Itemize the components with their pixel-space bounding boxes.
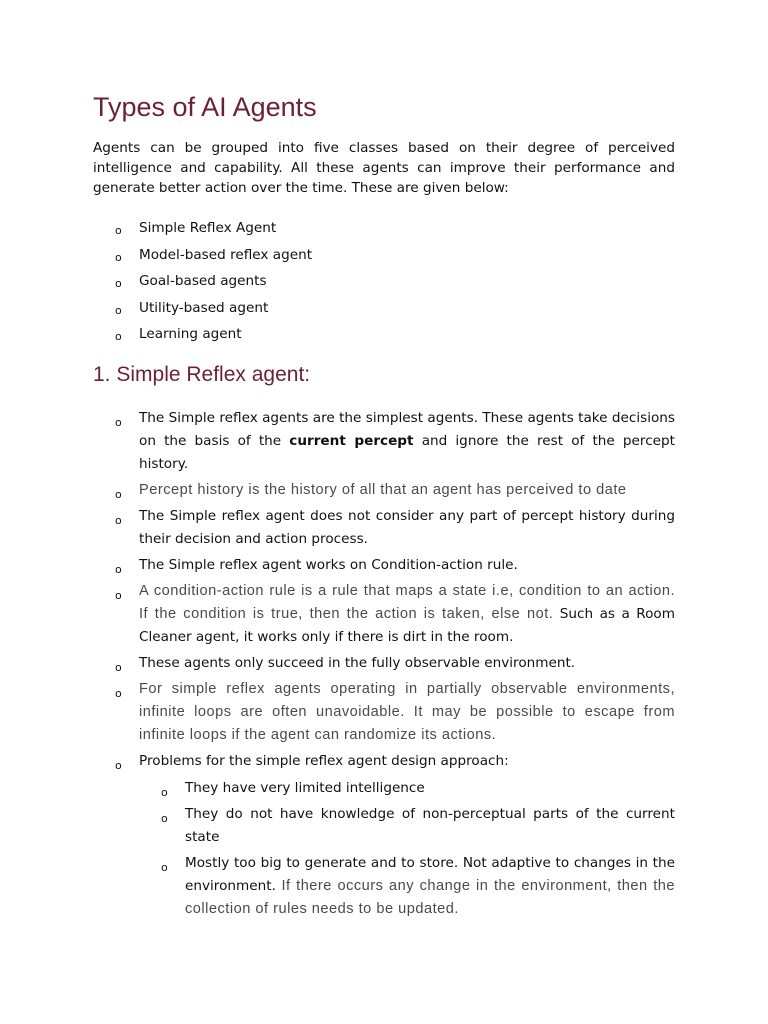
list-item: o They do not have knowledge of non-perceptual parts of the current state: [161, 806, 675, 845]
bullet-icon: o: [115, 303, 122, 317]
bullet-icon: o: [115, 330, 122, 343]
agent-types-list: [93, 218, 675, 351]
bold-term: current percept: [289, 433, 414, 449]
bullet-icon: o: [115, 759, 122, 772]
problems-sublist: [139, 777, 675, 921]
list-item: o A condition-action rule is a rule that maps a state i.e, condition to an action. If the condition is true, then the action is taken, else not. Such as a Room Cleaner agent, it works only if there is dirt in the room.: [115, 583, 675, 645]
bullet-icon: o: [115, 416, 122, 429]
list-item: o The Simple reflex agent does not consider any part of percept history during their decision and action process.: [115, 508, 675, 547]
bullet-icon: o: [115, 589, 122, 602]
bullet-icon: o: [115, 687, 122, 700]
list-item: o The Simple reflex agent works on Condition-action rule.: [93, 554, 675, 577]
bullet-icon: o: [115, 224, 122, 237]
section-heading: 1. Simple Reflex agent:: [93, 363, 311, 386]
list-item: o Learning agent: [93, 324, 675, 351]
bullet-icon: o: [161, 861, 168, 874]
list-item: o The Simple reflex agents are the simplest agents. These agents take decisions on the basis of the current percept and ignore the rest of the percept history.: [115, 410, 675, 472]
bullet-icon: o: [161, 812, 168, 825]
list-item: o These agents only succeed in the fully observable environment.: [93, 652, 675, 675]
list-item: o Problems for the simple reflex agent design approach: o They have very limited intelligence o They do not have knowledge of non-perceptual parts of the current state o Mostly too big to generate and to store. Not adaptive to changes in the environment. If there occurs any change in the environment, then the collection of rules needs to be updated.: [93, 750, 675, 921]
list-item: o Percept history is the history of all that an agent has perceived to date: [93, 479, 675, 502]
list-item: o Simple Reflex Agent: [93, 218, 675, 245]
list-item: o Utility-based agent: [93, 298, 675, 325]
bullet-icon: o: [115, 661, 122, 674]
simple-reflex-points-list: [93, 407, 675, 924]
list-item: o Model-based reflex agent: [93, 245, 675, 272]
bullet-icon: o: [115, 277, 122, 290]
bullet-icon: o: [115, 563, 122, 576]
list-item: o They have very limited intelligence: [139, 777, 675, 800]
list-item: o Goal-based agents: [93, 271, 675, 298]
bullet-icon: o: [115, 250, 122, 264]
page-title: Types of AI Agents: [93, 92, 317, 122]
bullet-icon: o: [115, 514, 122, 527]
bullet-icon: o: [115, 488, 122, 501]
bullet-icon: o: [161, 786, 168, 799]
intro-paragraph: Agents can be grouped into five classes based on their degree of perceived intelligence and capability. All these agents can improve their performance and generate better action over the time. These are given below:: [93, 140, 675, 196]
list-item: o For simple reflex agents operating in partially observable environments, infinite loops are often unavoidable. It may be possible to escape from infinite loops if the agent can randomize its actions.: [115, 681, 675, 743]
list-item: o Mostly too big to generate and to store. Not adaptive to changes in the environment. If there occurs any change in the environment, then the collection of rules needs to be updated.: [161, 855, 675, 917]
